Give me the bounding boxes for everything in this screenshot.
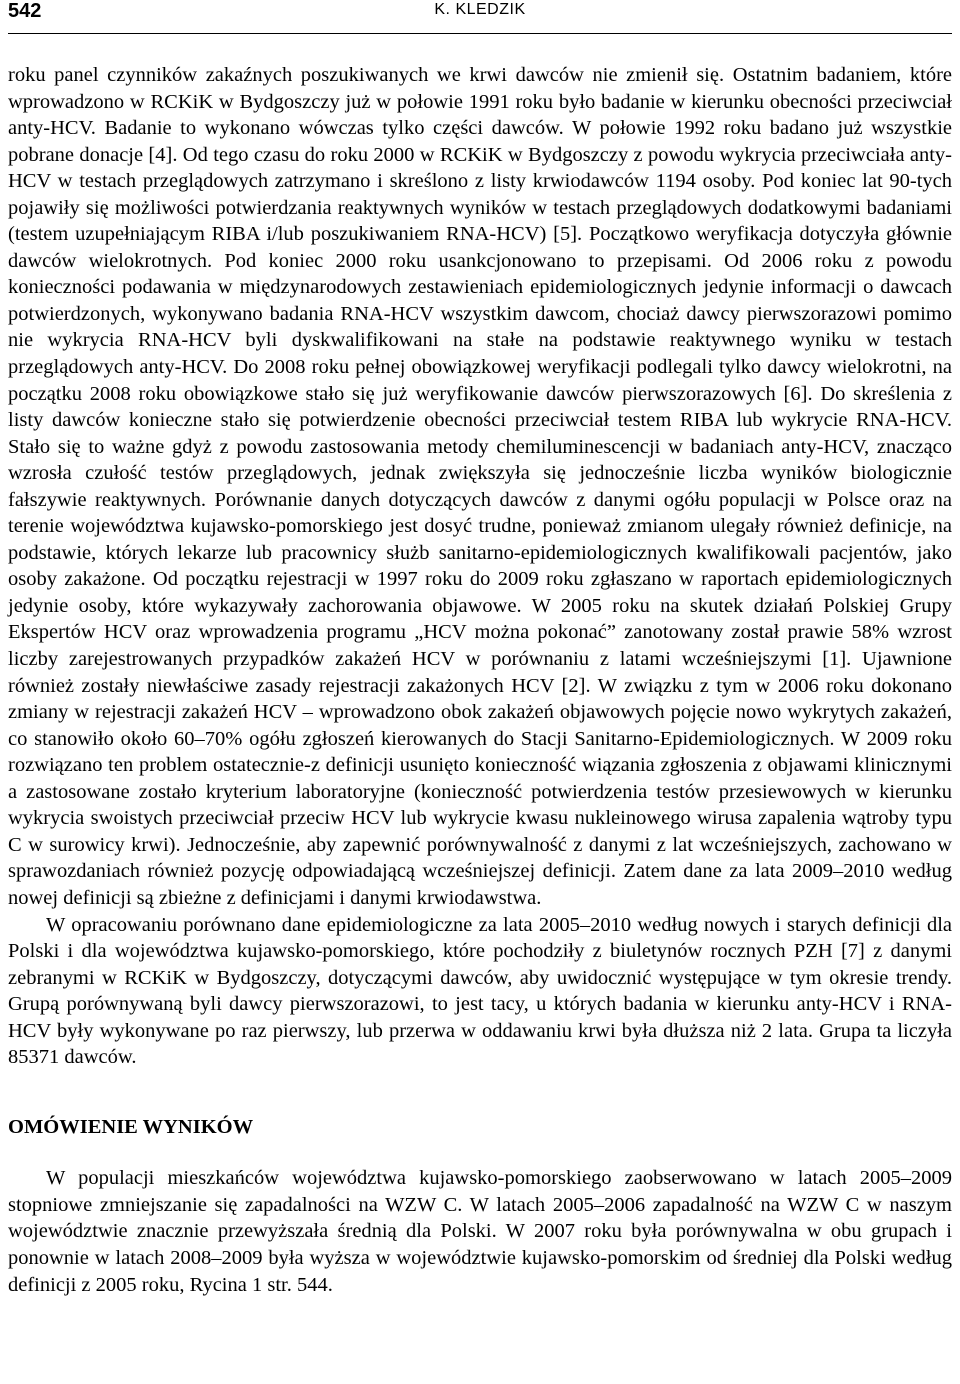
page-number: 542: [8, 0, 42, 22]
running-header: [8, 0, 952, 34]
article-body: [8, 62, 952, 1298]
running-head-author: K. KLEDZIK: [434, 1, 526, 18]
body-paragraph: W opracowaniu porównano dane epidemiologiczne za lata 2005–2010 według nowych i starych definicji dla Polski i dla województwa kujawsko-pomorskiego, które pochodziły z biuletynów rocznych PZH [7] z danymi zebranymi w RCKiK w Bydgoszczy, dotyczącymi dawców, aby uwidocznić występujące w tym okresie trendy. Grupą porównywaną byli dawcy pierwszorazowi, to jest tacy, u których badania w kierunku anty-HCV i RNA-HCV były wykonywane po raz pierwszy, lub przerwa w oddawaniu krwi była dłuższa niż 2 lata. Grupa ta liczyła 85371 dawców.: [8, 913, 952, 1069]
body-paragraph: W populacji mieszkańców województwa kujawsko-pomorskiego zaobserwowano w latach 2005–2009 stopniowe zmniejszanie się zapadalności na WZW C. W latach 2005–2006 zapadalność na WZW C w naszym województwie znacznie przewyższała średnią dla Polski. W 2007 roku była porównywalna w obu grupach i ponownie w latach 2008–2009 była wyższa w województwie kujawsko-pomorskim od średniej dla Polski według definicji z 2005 roku, Rycina 1 str. 544.: [8, 1167, 952, 1296]
body-paragraph: roku panel czynników zakaźnych poszukiwanych we krwi dawców nie zmienił się. Ostatnim badaniem, które wprowadzono w RCKiK w Bydgoszczy już w połowie 1991 roku było badanie w kierunku obecności przeciwciał anty-HCV. Badanie to wykonano wówczas tylko części dawców. W połowie 1992 roku badano już wszystkie pobrane donacje [4]. Od tego czasu do roku 2000 w RCKiK w Bydgoszczy z powodu wykrycia przeciwciała anty-HCV w testach przeglądowych zatrzymano i skreślono z listy krwiodawców 1194 osoby. Pod koniec lat 90-tych pojawiły się możliwości potwierdzania reaktywnych wyników w testach przeglądowych dodatkowymi badaniami (testem uzupełniającym RIBA i/lub poszukiwaniem RNA-HCV) [5]. Początkowo weryfikacja dotyczyła głównie dawców wielokrotnych. Pod koniec 2000 roku usankcjonowano to przepisami. Od 2006 roku z powodu konieczności podawania w międzynarodowych zestawieniach epidemiologicznych jedynie informacji o dawcach potwierdzonych, wykonywano badania RNA-HCV wszystkim dawcom, chociaż dawcy pierwszorazowi pomimo nie wykrycia RNA-HCV byli dyskwalifikowani na stałe na podstawie reaktywnego wyniku w testach przeglądowych anty-HCV. Do 2008 roku pełnej obowiązkowej weryfikacji podlegali tylko dawcy wielokrotni, na początku 2008 roku obowiązkowe stało się już weryfikowanie dawców pierwszorazowych [6]. Do skreślenia z listy dawców konieczne stało się potwierdzenie obecności przeciwciał testem RIBA lub wykrycie RNA-HCV. Stało się to ważne gdyż z powodu zastosowania metody chemiluminescencji w badaniach anty-HCV, znacząco wzrosła czułość testów przeglądowych, jednak zwiększyła się jednocześnie liczba wyników biologicznie fałszywie reaktywnych. Porównanie danych dotyczących dawców z danymi ogółu populacji w Polsce oraz na terenie województwa kujawsko-pomorskiego jest dosyć trudne, ponieważ zmianom ulegały również definicje, na podstawie, których lekarze lub pracownicy służb sanitarno-epidemiologicznych kwalifikowali pacjentów, jako osoby zakażone. Od początku rejestracji w 1997 roku do 2009 roku zgłaszano w raportach epidemiologicznych jedynie osoby, które wykazywały zachorowania objawowe. W 2005 roku na skutek działań Polskiej Grupy Ekspertów HCV oraz wprowadzenia programu „HCV można pokonać” zanotowany został prawie 58% wzrost liczby zarejestrowanych przypadków zakażeń HCV w porównaniu z latami wcześniejszymi [1]. Ujawnione również zostały niewłaściwe zasady rejestracji zakażonych HCV [2]. W związku z tym w 2006 roku dokonano zmiany w rejestracji zakażeń HCV – wprowadzono obok zakażeń objawowych pojęcie nowo wykrytych zakażeń, co stanowiło około 60–70% ogółu zgłoszeń kierowanych do Stacji Sanitarno-Epidemiologicznych. W 2009 roku rozwiązano ten problem ostatecznie-z definicji usunięto konieczność wiązania zgłoszenia z objawami klinicznymi a zastosowane zostało kryterium laboratoryjne (konieczność potwierdzenia testów przesiewowych w kierunku wykrycia swoistych przeciwciał przeciw HCV lub wykrycie kwasu nukleinowego wirusa zapalenia wątroby typu C w surowicy krwi). Jednocześnie, aby zapewnić porównywalność z danymi z lat wcześniejszych, zachowano w sprawozdaniach również pozycję odpowiadającą wcześniejszej definicji. Zatem dane za lata 2009–2010 według nowej definicji są zbieżne z definicjami i danymi krwiodawstwa.: [8, 64, 952, 909]
section-heading: OMÓWIENIE WYNIKÓW: [8, 1115, 254, 1138]
